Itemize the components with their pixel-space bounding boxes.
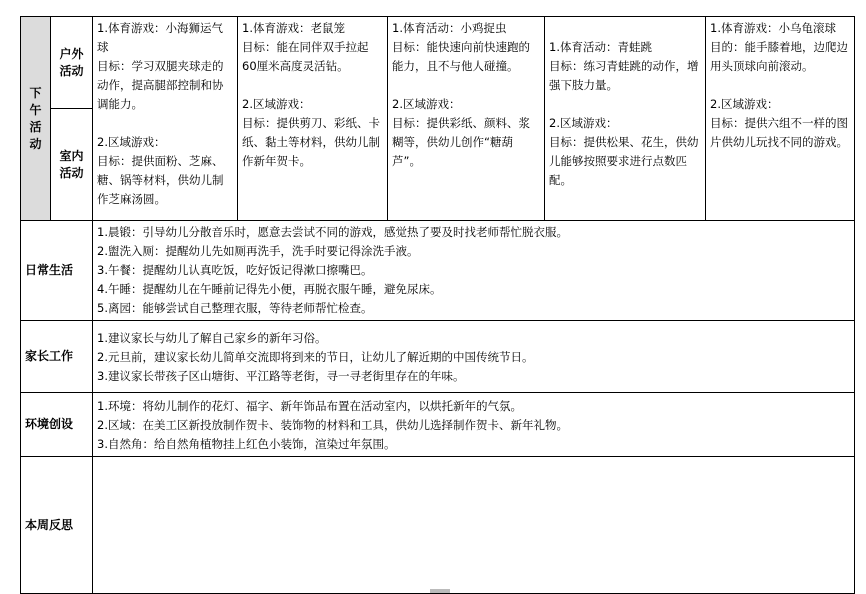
activity-line: 2.区域游戏： — [549, 116, 618, 130]
wednesday-activities — [388, 17, 545, 221]
environment-label: 环境创设 — [25, 417, 74, 431]
afternoon-label: 下午活动 — [29, 85, 42, 151]
spacer-line — [710, 76, 850, 95]
parent-work-content — [93, 321, 855, 393]
monday-activities — [93, 17, 238, 221]
environment-content — [93, 393, 855, 457]
activity-line: 1.体育活动：小鸡捉虫 — [392, 21, 507, 35]
parent-work-item: 3.建议家长带孩子区山塘街、平江路等老街，寻一寻老街里存在的年味。 — [97, 369, 465, 383]
tuesday-activities — [238, 17, 388, 221]
activity-line: 目标：提供松果、花生，供幼儿能够按照要求进行点数匹配。 — [549, 135, 699, 187]
activity-line: 目标：提供剪刀、彩纸、卡纸、黏土等材料，供幼儿制作新年贺卡。 — [242, 116, 380, 168]
daily-life-item: 5.离园：能够尝试自己整理衣服，等待老师帮忙检查。 — [97, 301, 373, 315]
activity-line: 目标：提供六组不一样的图片供幼儿玩找不同的游戏。 — [710, 116, 848, 149]
daily-life-header — [21, 221, 93, 321]
reflection-content[interactable] — [93, 457, 855, 594]
spacer-line — [242, 76, 383, 95]
activity-line: 目标：能在同伴双手拉起60厘米高度灵活钻。 — [242, 40, 369, 73]
thursday-activities — [545, 17, 706, 221]
spacer-line — [392, 76, 540, 95]
daily-life-content — [93, 221, 855, 321]
activity-line: 2.区域游戏： — [97, 135, 166, 149]
activity-line: 2.区域游戏： — [710, 97, 779, 111]
friday-activities — [706, 17, 855, 221]
reflection-header — [21, 457, 93, 594]
daily-life-item: 2.盥洗入厕：提醒幼儿先如厕再洗手，洗手时要记得涂洗手液。 — [97, 244, 419, 258]
activity-line: 目标：练习青蛙跳的动作，增强下肢力量。 — [549, 59, 699, 92]
daily-life-label: 日常生活 — [25, 263, 74, 277]
outdoor-label: 户外活动 — [59, 46, 84, 78]
activity-line: 1.体育游戏：小乌龟滚球 — [710, 21, 836, 35]
parent-work-label: 家长工作 — [25, 349, 74, 363]
activity-line: 1.体育活动：青蛙跳 — [549, 40, 652, 54]
outdoor-activities-header — [51, 17, 93, 109]
parent-work-header — [21, 321, 93, 393]
activity-line: 2.区域游戏： — [392, 97, 461, 111]
activity-line: 1.体育游戏：老鼠笼 — [242, 21, 345, 35]
activity-line: 目标：提供面粉、芝麻、糖、锅等材料，供幼儿制作芝麻汤圆。 — [97, 154, 224, 206]
parent-work-item: 1.建议家长与幼儿了解自己家乡的新年习俗。 — [97, 331, 327, 345]
spacer-line — [549, 19, 701, 38]
activity-line: 1.体育游戏：小海狮运气球 — [97, 21, 223, 54]
activity-line: 2.区域游戏： — [242, 97, 311, 111]
activity-line: 目标：能快速向前快速跑的能力，且不与他人碰撞。 — [392, 40, 530, 73]
parent-work-item: 2.元旦前，建议家长幼儿简单交流即将到来的节日，让幼儿了解近期的中国传统节日。 — [97, 350, 534, 364]
spacer-line — [549, 95, 701, 114]
spacer-line — [97, 114, 233, 133]
environment-item: 3.自然角：给自然角植物挂上红色小装饰，渲染过年氛围。 — [97, 437, 396, 451]
reflection-label: 本周反思 — [25, 517, 74, 532]
activity-line: 目的：能手膝着地，边爬边用头顶球向前滚动。 — [710, 40, 848, 73]
afternoon-activities-header — [21, 17, 51, 221]
environment-item: 1.环境：将幼儿制作的花灯、福字、新年饰品布置在活动室内，以烘托新年的气氛。 — [97, 399, 522, 413]
environment-header — [21, 393, 93, 457]
activity-line: 目标：学习双腿夹球走的动作，提高腿部控制和协调能力。 — [97, 59, 224, 111]
weekly-plan-table — [20, 16, 855, 594]
activity-line: 目标：提供彩纸、颜料、浆糊等，供幼儿创作“糖葫芦”。 — [392, 116, 530, 168]
daily-life-item: 3.午餐：提醒幼儿认真吃饭，吃好饭记得漱口擦嘴巴。 — [97, 263, 373, 277]
indoor-activities-header — [51, 109, 93, 221]
daily-life-item: 4.午睡：提醒幼儿在午睡前记得先小便，再脱衣服午睡，避免尿床。 — [97, 282, 442, 296]
daily-life-item: 1.晨锻：引导幼儿分散音乐时，愿意去尝试不同的游戏，感觉热了要及时找老师帮忙脱衣服。 — [97, 225, 568, 239]
environment-item: 2.区域：在美工区新投放制作贺卡、装饰物的材料和工具，供幼儿选择制作贺卡、新年礼物。 — [97, 418, 568, 432]
indoor-label: 室内活动 — [59, 148, 84, 180]
page-scroll-mark — [430, 589, 450, 593]
